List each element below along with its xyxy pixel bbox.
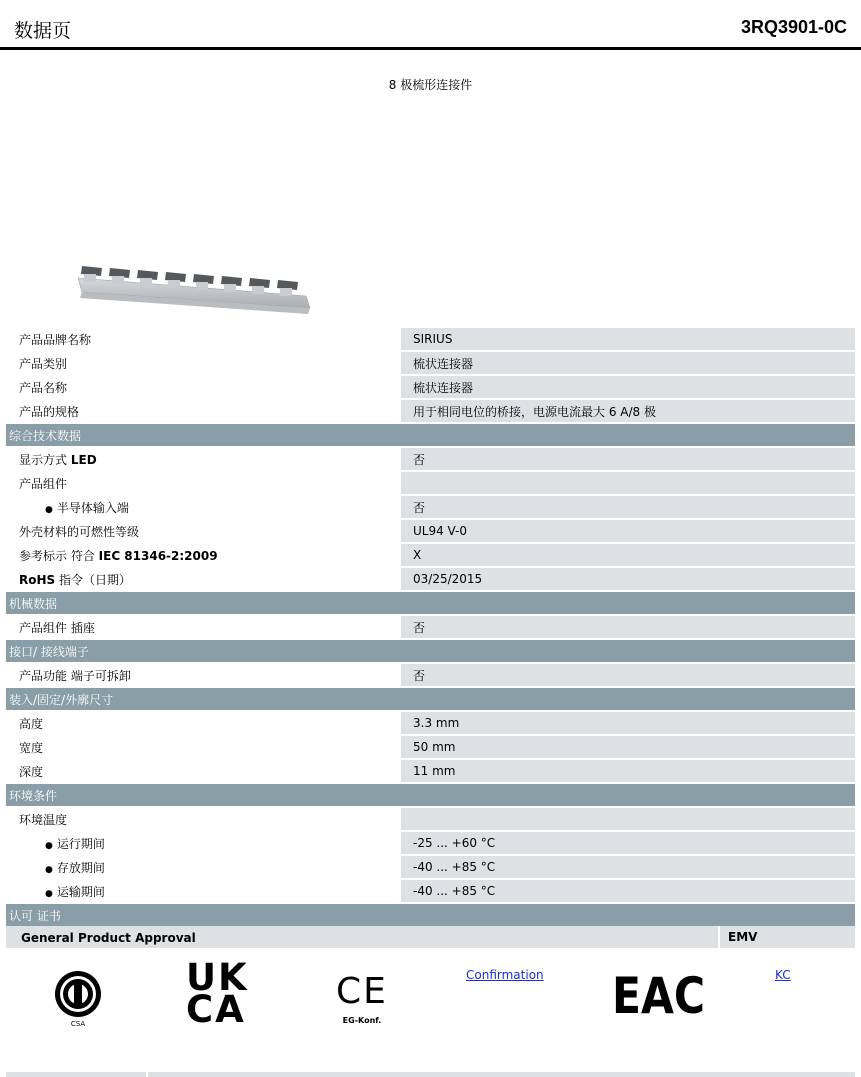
ce-caption: EG-Konf. <box>342 1016 382 1025</box>
ce-logo <box>334 972 390 1032</box>
spec-value: 梳状连接器 <box>401 375 855 399</box>
spec-row-width <box>6 735 855 759</box>
spec-label: 产品的规格 <box>6 399 401 423</box>
spec-value: UL94 V-0 <box>401 519 855 543</box>
spec-value: -25 ... +60 °C <box>401 831 855 855</box>
spec-row-temp-transport <box>6 879 855 903</box>
page-header <box>0 0 861 50</box>
product-code: 3RQ3901-0C <box>740 17 847 37</box>
spec-row-flammability <box>6 519 855 543</box>
section-header <box>6 639 855 663</box>
spec-label: 参考标示 符合 IEC 81346-2:2009 <box>6 543 401 567</box>
spec-row-category <box>6 351 855 375</box>
approval-category-emv: EMV <box>718 926 857 948</box>
kc-link[interactable]: KC <box>775 968 791 982</box>
spec-row-removable-terminal <box>6 663 855 687</box>
section-title: 环境条件 <box>6 783 855 807</box>
spec-row-socket <box>6 615 855 639</box>
section-header <box>6 687 855 711</box>
section-title: 认可 证书 <box>6 903 855 927</box>
spec-label: 显示方式 LED <box>6 447 401 471</box>
spec-value: 用于相同电位的桥接，电源电流最大 6 A/8 极 <box>401 399 855 423</box>
spec-label: 环境温度 <box>6 807 401 831</box>
spec-label: 高度 <box>6 711 401 735</box>
spec-label: 产品组件 插座 <box>6 615 401 639</box>
spec-row-temp-storage <box>6 855 855 879</box>
spec-label: 产品名称 <box>6 375 401 399</box>
spec-value: 否 <box>401 495 855 519</box>
spec-value: X <box>401 543 855 567</box>
spec-value: 03/25/2015 <box>401 567 855 591</box>
spec-row-height <box>6 711 855 735</box>
spec-label: ● 半导体输入端 <box>6 495 401 519</box>
spec-row-brand <box>6 328 855 351</box>
spec-row-semiconductor-input <box>6 495 855 519</box>
section-title: 接口/ 接线端子 <box>6 639 855 663</box>
spec-value: 梳状连接器 <box>401 351 855 375</box>
bullet-icon: ● <box>45 840 53 851</box>
spec-value: 否 <box>401 615 855 639</box>
section-header <box>6 591 855 615</box>
section-title: 综合技术数据 <box>6 423 855 447</box>
spec-value: -40 ... +85 °C <box>401 855 855 879</box>
confirmation-link[interactable]: Confirmation <box>466 968 544 982</box>
spec-label: ● 运输期间 <box>6 879 401 903</box>
section-title: 装入/固定/外廓尺寸 <box>6 687 855 711</box>
spec-value: -40 ... +85 °C <box>401 879 855 903</box>
bullet-icon: ● <box>45 888 53 899</box>
spec-label: 宽度 <box>6 735 401 759</box>
spec-value <box>401 807 855 831</box>
ce-mark: CE <box>336 971 388 1012</box>
approval-category-general: General Product Approval <box>21 931 196 945</box>
spec-row-designation <box>6 399 855 423</box>
spec-row-name <box>6 375 855 399</box>
bullet-icon: ● <box>45 504 53 515</box>
specification-table <box>6 328 855 928</box>
spec-value: 3.3 mm <box>401 711 855 735</box>
spec-row-ambient-temperature <box>6 807 855 831</box>
ukca-logo: UK CA <box>186 956 249 1031</box>
spec-label: 产品功能 端子可拆卸 <box>6 663 401 687</box>
footer-divider <box>6 1072 855 1077</box>
spec-row-component <box>6 471 855 495</box>
spec-value <box>401 471 855 495</box>
spec-value: SIRIUS <box>401 328 855 351</box>
eac-logo: EAC <box>612 967 706 1025</box>
bullet-icon: ● <box>45 864 53 875</box>
csa-logo <box>52 968 104 1030</box>
spec-row-reference <box>6 543 855 567</box>
section-title: 机械数据 <box>6 591 855 615</box>
csa-caption: CSA <box>70 1020 86 1028</box>
approvals-header <box>6 926 855 948</box>
spec-label: ● 运行期间 <box>6 831 401 855</box>
product-subtitle: 8 极梳形连接件 <box>388 78 473 92</box>
spec-label: 深度 <box>6 759 401 783</box>
spec-row-display <box>6 447 855 471</box>
spec-row-temp-operation <box>6 831 855 855</box>
spec-value: 否 <box>401 663 855 687</box>
spec-value: 11 mm <box>401 759 855 783</box>
comb-connector-image <box>76 258 316 320</box>
spec-label: 外壳材料的可燃性等级 <box>6 519 401 543</box>
spec-row-rohs <box>6 567 855 591</box>
spec-label: 产品类别 <box>6 351 401 375</box>
section-header <box>6 903 855 927</box>
section-header <box>6 423 855 447</box>
spec-label: 产品组件 <box>6 471 401 495</box>
spec-label: ● 存放期间 <box>6 855 401 879</box>
spec-label: 产品品牌名称 <box>6 328 401 351</box>
page-title: 数据页 <box>14 20 72 42</box>
spec-label: RoHS 指令（日期） <box>6 567 401 591</box>
spec-value: 否 <box>401 447 855 471</box>
section-header <box>6 783 855 807</box>
spec-value: 50 mm <box>401 735 855 759</box>
spec-row-depth <box>6 759 855 783</box>
